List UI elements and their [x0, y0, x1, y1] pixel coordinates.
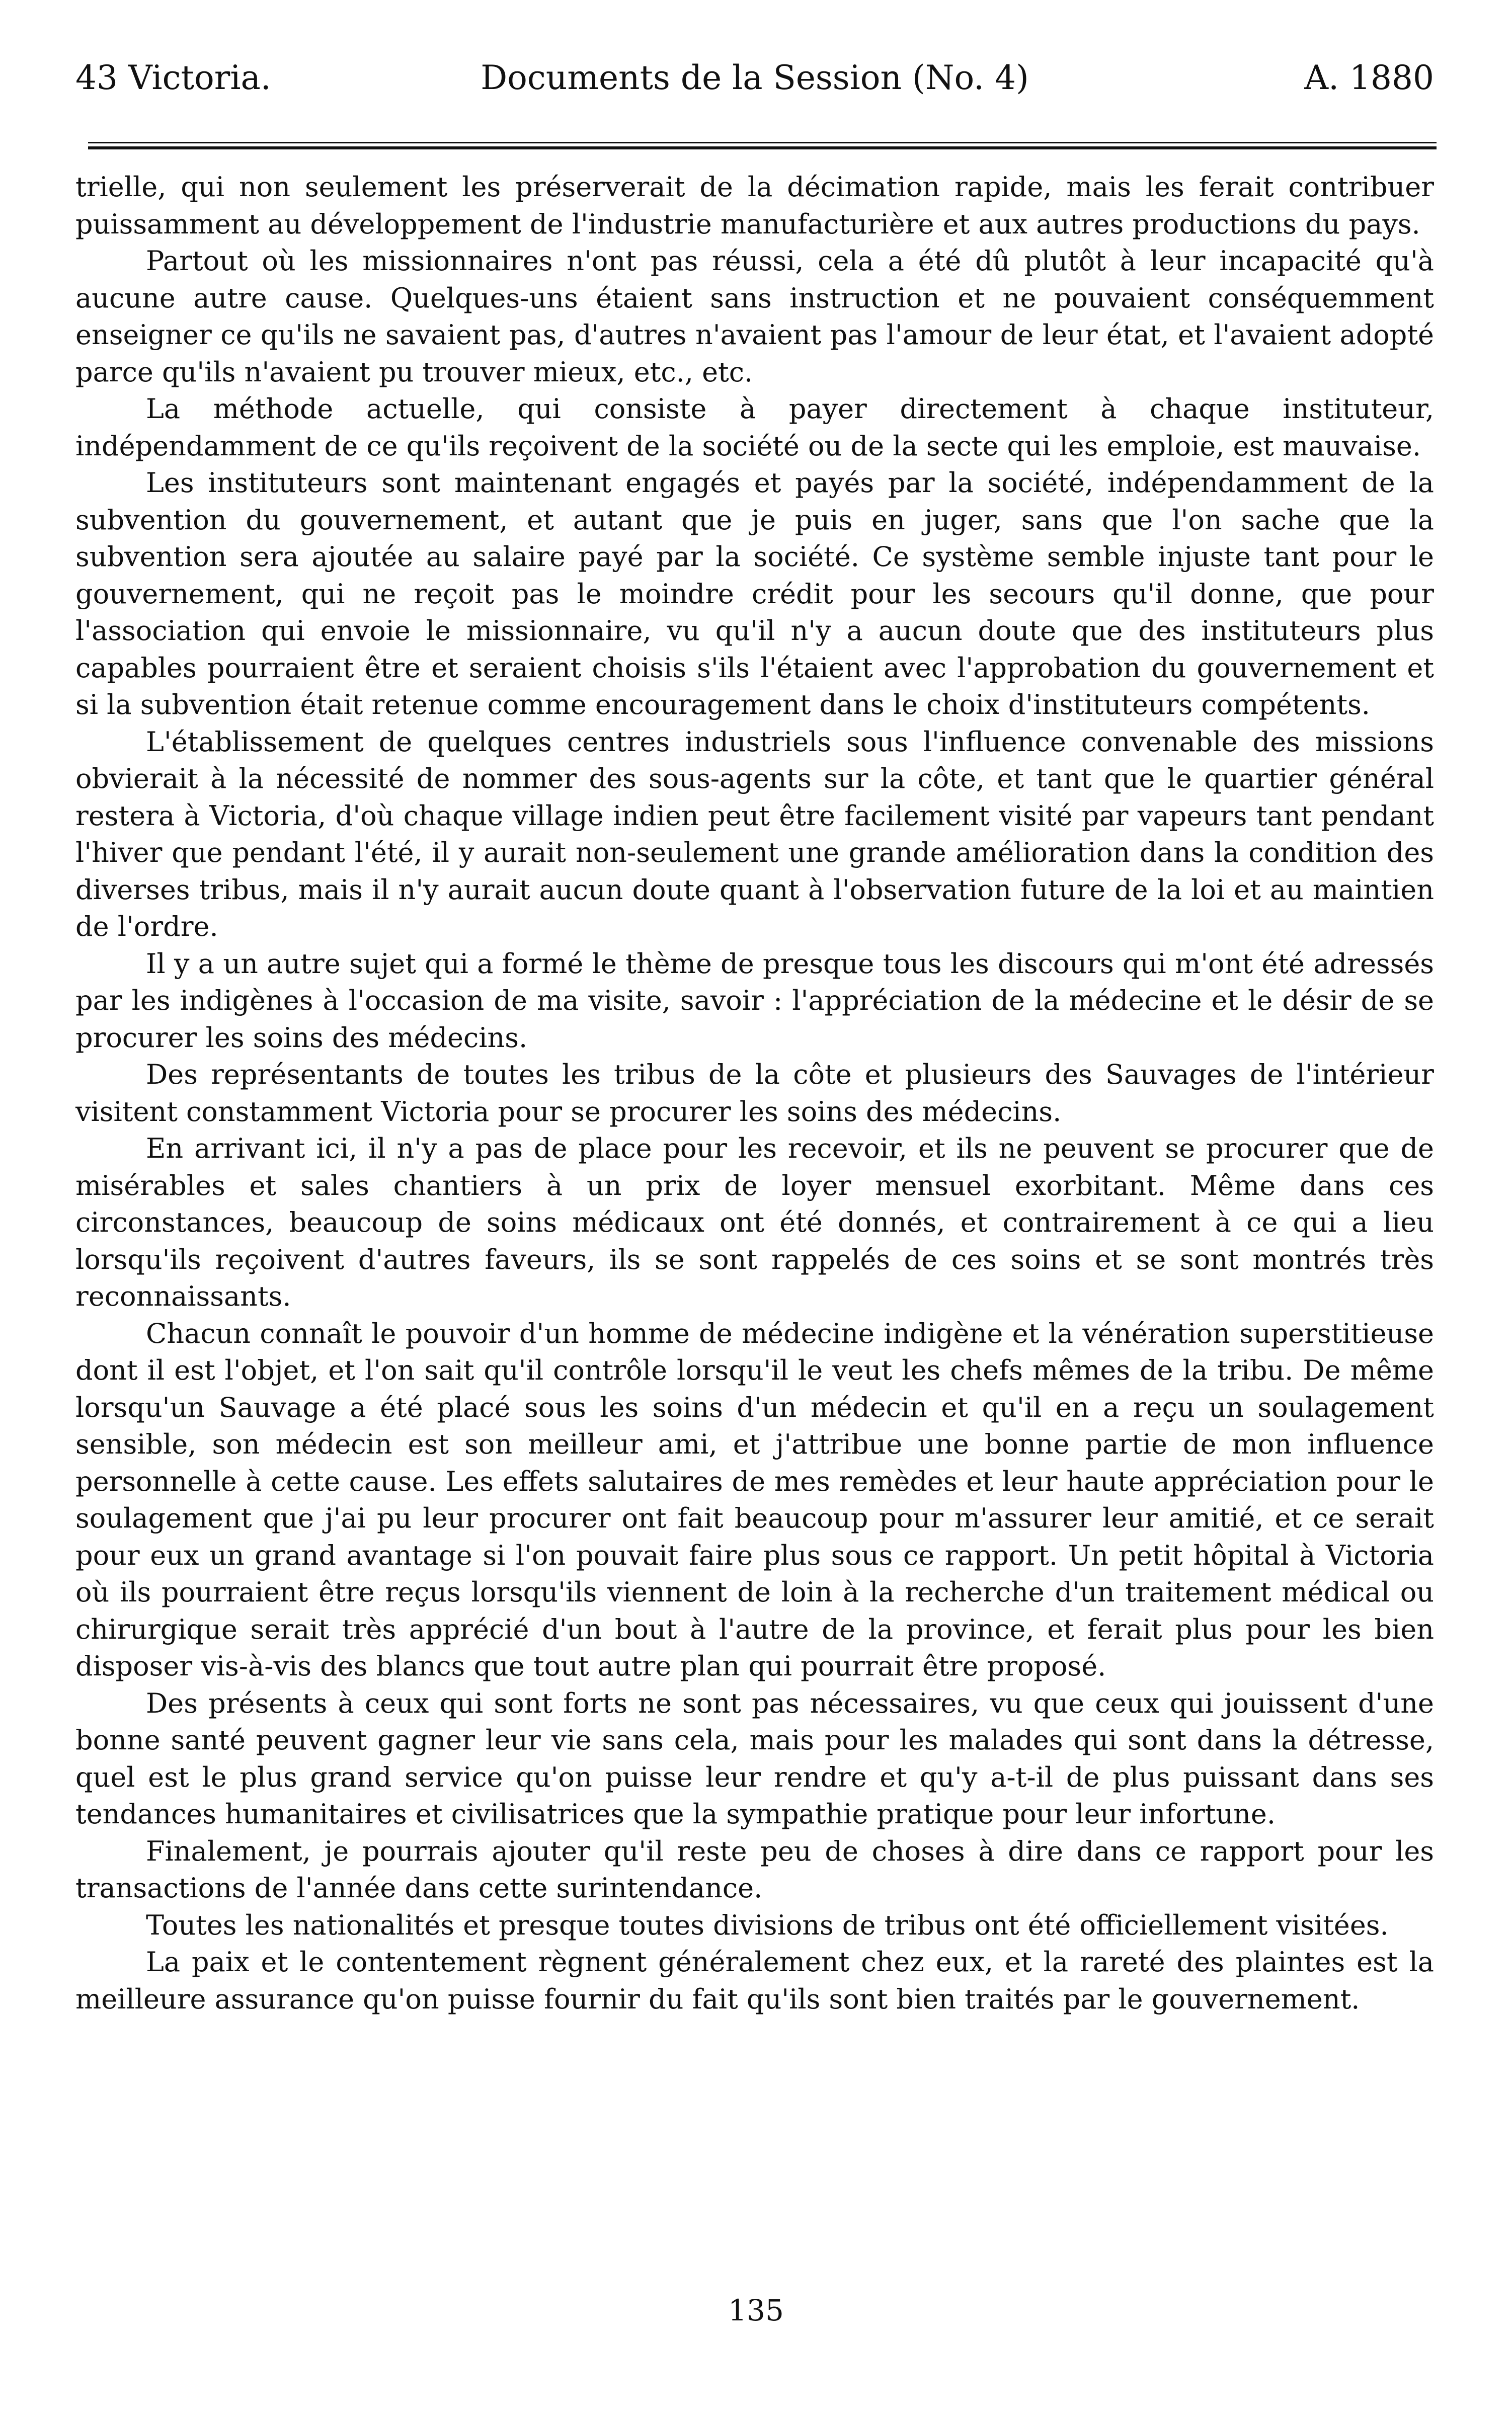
header-session-year: 43 Victoria.: [75, 58, 271, 97]
paragraph: En arrivant ici, il n'y a pas de place pour les recevoir, et ils ne peuvent se procurer que de misérables et sales chantiers à un prix de loyer mensuel exorbitant. Même dans ces circonstances, beaucoup de soins médicaux ont été donnés, et contrairement à ce qui a lieu lorsqu'ils reçoivent d'autres faveurs, ils se sont rappelés de ces soins et se sont montrés très reconnaissants.: [75, 1133, 1434, 1312]
header-publication-year: A. 1880: [1304, 58, 1434, 97]
paragraph: Chacun connaît le pouvoir d'un homme de médecine indigène et la vénération superstitieuse dont il est l'objet, et l'on sait qu'il contrôle lorsqu'il le veut les chefs mêmes de la tribu. De même lorsqu'un Sauvage a été placé sous les soins d'un médecin et qu'il en a reçu un soulagement sensible, son médecin est son meilleur ami, et j'attribue une bonne partie de mon influence personnelle à cette cause. Les effets salutaires de mes remèdes et leur haute appréciation pour le soulagement que j'ai pu leur procurer ont fait beaucoup pour m'assurer leur amitié, et ce serait pour eux un grand avantage si l'on pouvait faire plus sous ce rapport. Un petit hôpital à Victoria où ils pourraient être reçus lorsqu'ils viennent de loin à la recherche d'un traitement médical ou chirurgique serait très apprécié d'un bout à l'autre de la province, et ferait plus pour les bien disposer vis-à-vis des blancs que tout autre plan qui pourrait être proposé.: [75, 1317, 1434, 1682]
paragraph: L'établissement de quelques centres industriels sous l'influence convenable des missions obvierait à la nécessité de nommer des sous-agents sur la côte, et tant que le quartier général restera à Victoria, d'où chaque village indien peut être facilement visité par vapeurs tant pendant l'hiver que pendant l'été, il y aurait non-seulement une grande amélioration dans la condition des diverses tribus, mais il n'y aurait aucun doute quant à l'observation future de la loi et au maintien de l'ordre.: [75, 726, 1434, 942]
paragraph: Les instituteurs sont maintenant engagés et payés par la société, indépendamment de la subvention du gouvernement, et autant que je puis en juger, sans que l'on sache que la subvention sera ajoutée au salaire payé par la société. Ce système semble injuste tant pour le gouvernement, qui ne reçoit pas le moindre crédit pour les secours qu'il donne, que pour l'association qui envoie le missionnaire, vu qu'il n'y a aucun doute que des instituteurs plus capables pourraient être et seraient choisis s'ils l'étaient avec l'approbation du gouvernement et si la subvention était retenue comme encouragement dans le choix d'instituteurs compétents.: [75, 467, 1434, 720]
paragraph: Des présents à ceux qui sont forts ne sont pas nécessaires, vu que ceux qui jouissent d'une bonne santé peuvent gagner leur vie sans cela, mais pour les malades qui sont dans la détresse, quel est le plus grand service qu'on puisse leur rendre et qu'y a-t-il de plus puissant dans ses tendances humanitaires et civilisatrices que la sympathie pratique pour leur infortune.: [75, 1687, 1434, 1830]
paragraph: Finalement, je pourrais ajouter qu'il reste peu de choses à dire dans ce rapport pour les transactions de l'année dans cette surintendance.: [75, 1835, 1434, 1904]
paragraph-continued: trielle, qui non seulement les préserverait de la décimation rapide, mais les ferait contribuer puissamment au développement de l'industrie manufacturière et aux autres productions du pays.: [75, 171, 1434, 240]
paragraph: Partout où les missionnaires n'ont pas réussi, cela a été dû plutôt à leur incapacité qu'à aucune autre cause. Quelques-uns étaient sans instruction et ne pouvaient conséquemment enseigner ce qu'ils ne savaient pas, d'autres n'avaient pas l'amour de leur état, et l'avaient adopté parce qu'ils n'avaient pu trouver mieux, etc., etc.: [75, 245, 1434, 388]
header-document-title: Documents de la Session (No. 4): [481, 58, 1029, 97]
paragraph: La méthode actuelle, qui consiste à payer directement à chaque instituteur, indépendamment de ce qu'ils reçoivent de la société ou de la secte qui les emploie, est mauvaise.: [75, 393, 1434, 462]
header-rule-thin: [88, 142, 1437, 143]
paragraph: Il y a un autre sujet qui a formé le thème de presque tous les discours qui m'ont été adressés par les indigènes à l'occasion de ma visite, savoir : l'appréciation de la médecine et le désir de se procurer les soins des médecins.: [75, 947, 1434, 1054]
header-rule-thick: [88, 146, 1437, 149]
running-header: [75, 50, 1434, 106]
report-body: [75, 169, 1434, 2018]
paragraph: Des représentants de toutes les tribus de la côte et plusieurs des Sauvages de l'intérieur visitent constamment Victoria pour se procurer les soins des médecins.: [75, 1059, 1434, 1128]
page-number: 135: [728, 2293, 784, 2327]
paragraph: La paix et le contentement règnent généralement chez eux, et la rareté des plaintes est la meilleure assurance qu'on puisse fournir du fait qu'ils sont bien traités par le gouvernement.: [75, 1946, 1434, 2015]
paragraph: Toutes les nationalités et presque toutes divisions de tribus ont été officiellement visitées.: [146, 1909, 1389, 1941]
